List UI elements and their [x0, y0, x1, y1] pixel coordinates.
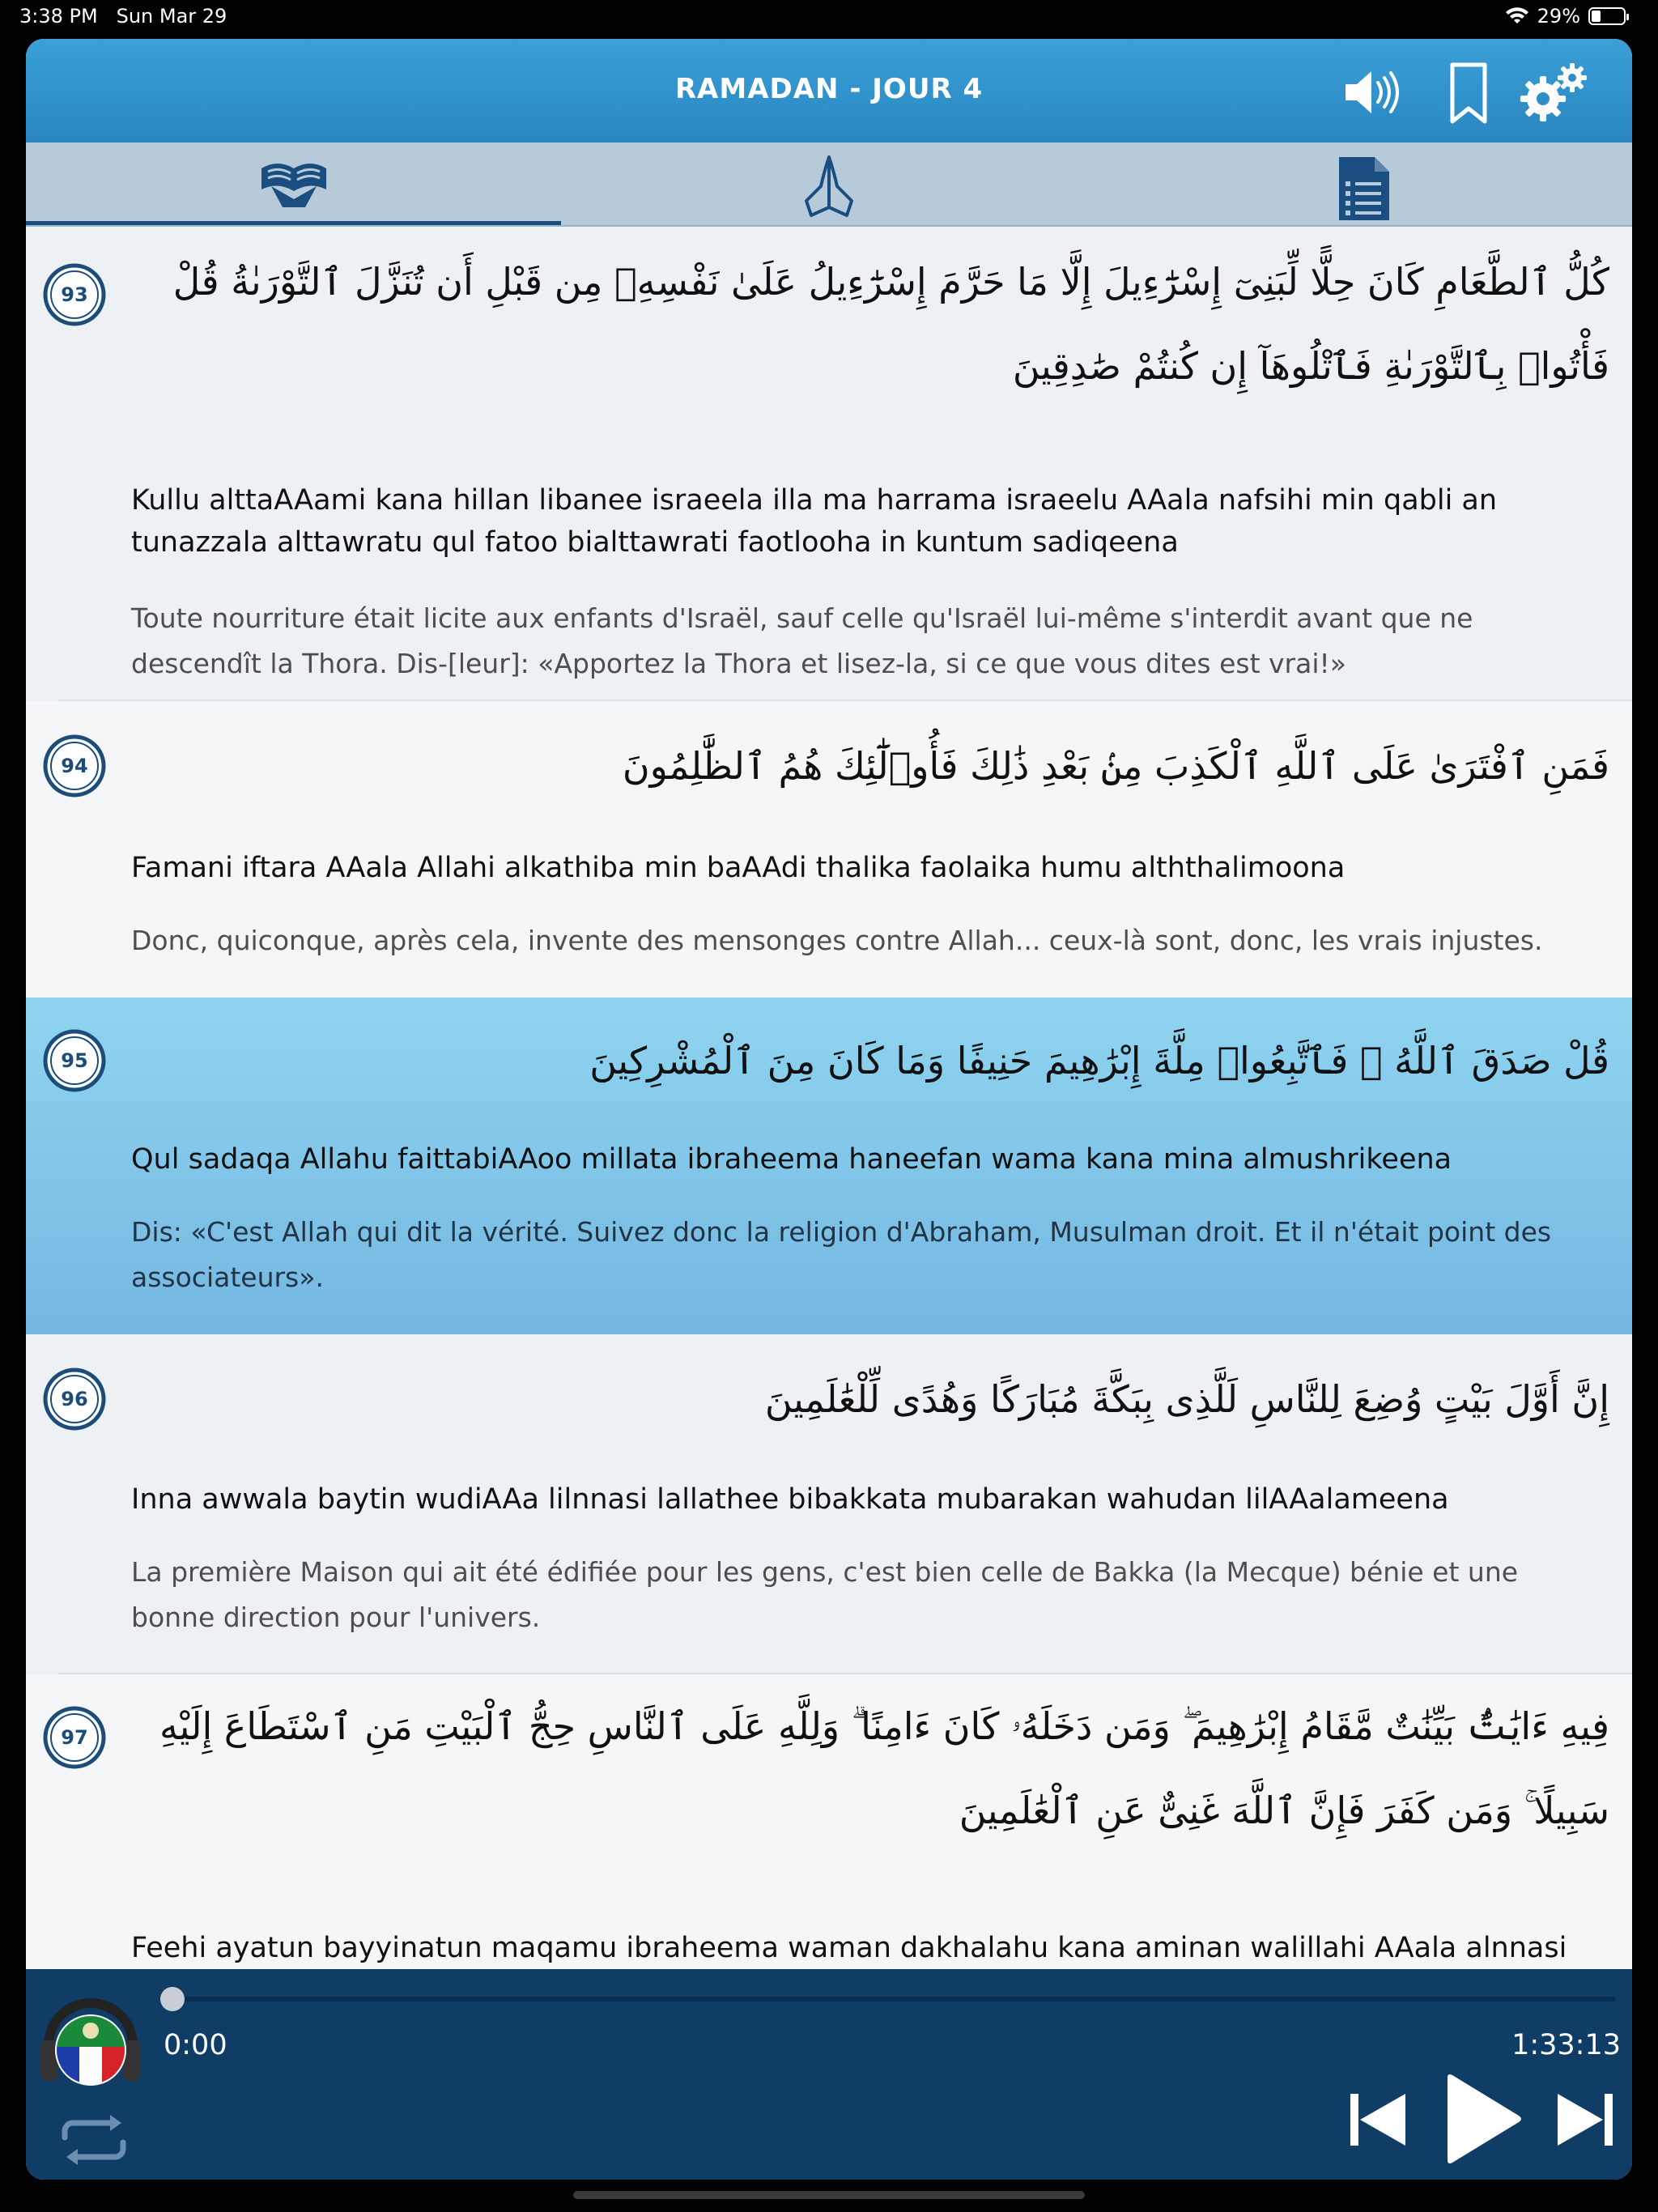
battery-icon — [1588, 7, 1626, 25]
verse-translation: La première Maison qui ait été édifiée pour les gens, c'est bien celle de Bakka (la Mecque) bénie et une bonne direction pour l'univers. — [131, 1556, 1519, 1633]
tab-prayer[interactable] — [561, 143, 1096, 225]
verse-arabic-text: قُلْ صَدَقَ ٱللَّهُ ۗ فَٱتَّبِعُوا۟ مِلَّةَ إِبْرَٰهِيمَ حَنِيفًا وَمَا كَانَ مِنَ ٱلْمُشْرِكِينَ — [589, 1039, 1609, 1083]
progress-knob[interactable] — [160, 1987, 185, 2011]
header-bar — [26, 39, 1632, 143]
status-indicators — [1505, 5, 1626, 28]
verse-transliteration: Feehi ayatun bayyinatun maqamu ibraheema waman dakhalahu kana aminan walillahi AAala alnnasi — [131, 1932, 1567, 1964]
verse-transliteration: Famani iftara AAala Allahi alkathiba min baAAdi thalika faolaika humu alththalimoona — [131, 852, 1346, 884]
verse-row-97[interactable] — [26, 1674, 1632, 1969]
verse-row-96[interactable] — [26, 1334, 1632, 1674]
open-quran-icon — [255, 154, 333, 211]
total-duration: 1:33:13 — [1511, 2029, 1621, 2061]
status-time-date — [19, 5, 227, 28]
verse-number: 94 — [61, 755, 88, 777]
verse-number-badge — [42, 1705, 107, 1770]
speaker-icon[interactable] — [1337, 58, 1405, 126]
status-time: 3:38 PM — [19, 5, 98, 28]
verse-translation: Dis: «C'est Allah qui dit la vérité. Suivez donc la religion d'Abraham, Musulman droit. Et il n'était point des associateurs». — [131, 1216, 1552, 1293]
previous-icon[interactable] — [1346, 2087, 1410, 2152]
status-bar — [0, 0, 1658, 36]
verse-row-94[interactable] — [26, 701, 1632, 998]
verse-number-badge — [42, 1367, 107, 1431]
verse-arabic-text: فِيهِ ءَايَٰتٌۢ بَيِّنَٰتٌ مَّقَامُ إِبْرَٰهِيمَ ۖ وَمَن دَخَلَهُۥ كَانَ ءَامِنًا ۗ وَلِلَّهِ عَلَى ٱلنَّاسِ حِجُّ ٱلْبَيْتِ مَنِ ٱسْتَطَاعَ إِلَيْهِ سَبِيلًا ۚ وَمَن كَفَرَ فَإِنَّ ٱللَّهَ غَنِىٌّ عَنِ ٱلْعَٰلَمِينَ — [159, 1704, 1609, 1832]
tab-bar — [26, 143, 1632, 227]
verse-arabic-text: فَمَنِ ٱفْتَرَىٰ عَلَى ٱللَّهِ ٱلْكَذِبَ مِنۢ بَعْدِ ذَٰلِكَ فَأُو۟لَٰٓئِكَ هُمُ ٱلظَّٰلِمُونَ — [622, 744, 1609, 788]
praying-hands-icon — [797, 154, 861, 219]
verse-number-badge — [42, 734, 107, 798]
verse-number-badge — [42, 262, 107, 327]
document-list-icon — [1336, 154, 1392, 223]
elapsed-time: 0:00 — [164, 2029, 227, 2061]
battery-percent: 29% — [1537, 5, 1580, 28]
play-icon[interactable] — [1436, 2071, 1525, 2168]
verse-number: 95 — [61, 1049, 88, 1072]
verse-arabic-text: إِنَّ أَوَّلَ بَيْتٍ وُضِعَ لِلنَّاسِ لَلَّذِى بِبَكَّةَ مُبَارَكًا وَهُدًى لِّلْعَٰلَمِينَ — [764, 1377, 1609, 1421]
verse-number: 93 — [61, 283, 88, 306]
home-indicator — [573, 2191, 1085, 2199]
settings-gear-icon[interactable] — [1516, 58, 1593, 126]
verse-arabic-text: كُلُّ ٱلطَّعَامِ كَانَ حِلًّا لِّبَنِىٓ إِسْرَٰٓءِيلَ إِلَّا مَا حَرَّمَ إِسْرَٰٓءِيلُ عَلَىٰ نَفْسِهِۦ مِن قَبْلِ أَن تُنَزَّلَ ٱلتَّوْرَىٰةُ قُلْ فَأْتُوا۟ بِٱلتَّوْرَىٰةِ فَٱتْلُوهَآ إِن كُنتُمْ صَٰدِقِينَ — [172, 260, 1609, 388]
status-date: Sun Mar 29 — [116, 5, 227, 28]
verse-transliteration: Kullu alttaAAami kana hillan libanee israeela illa ma harrama israeelu AAala nafsihi min qabli an tunazzala alttawratu qul fatoo bialttawrati faotlooha in kuntum sadiqeena — [131, 484, 1498, 559]
page-title: RAMADAN - JOUR 4 — [674, 73, 984, 105]
verse-number-badge — [42, 1028, 107, 1093]
app-window — [26, 39, 1632, 2180]
audio-player — [26, 1969, 1632, 2180]
repeat-icon[interactable] — [55, 2113, 133, 2167]
bookmark-icon[interactable] — [1435, 58, 1503, 126]
verse-transliteration: Inna awwala baytin wudiAAa lilnnasi lallathee bibakkata mubarakan wahudan lilAAalameena — [131, 1483, 1449, 1516]
verse-number: 96 — [61, 1388, 88, 1410]
verse-translation: Toute nourriture était licite aux enfants d'Israël, sauf celle qu'Israël lui-même s'interdit avant que ne descendît la Thora. Dis-[leur]: «Apportez la Thora et lisez-la, si ce que vous dites est vrai!» — [131, 602, 1473, 679]
verse-number: 97 — [61, 1726, 88, 1749]
verse-translation: Donc, quiconque, après cela, invente des mensonges contre Allah... ceux-là sont, donc, les vrais injustes. — [131, 925, 1543, 956]
verse-transliteration: Qul sadaqa Allahu faittabiAAoo millata ibraheema haneefan wama kana mina almushrikeena — [131, 1143, 1452, 1176]
tab-text[interactable] — [1096, 143, 1631, 225]
tab-quran[interactable] — [26, 143, 561, 225]
verse-row-93[interactable] — [26, 227, 1632, 701]
headphones-flag-icon[interactable] — [34, 1980, 147, 2094]
verse-row-95[interactable] — [26, 998, 1632, 1334]
wifi-icon — [1505, 7, 1529, 25]
verse-list[interactable] — [26, 227, 1632, 1969]
progress-bar[interactable] — [172, 1997, 1616, 2001]
next-icon[interactable] — [1553, 2087, 1618, 2152]
